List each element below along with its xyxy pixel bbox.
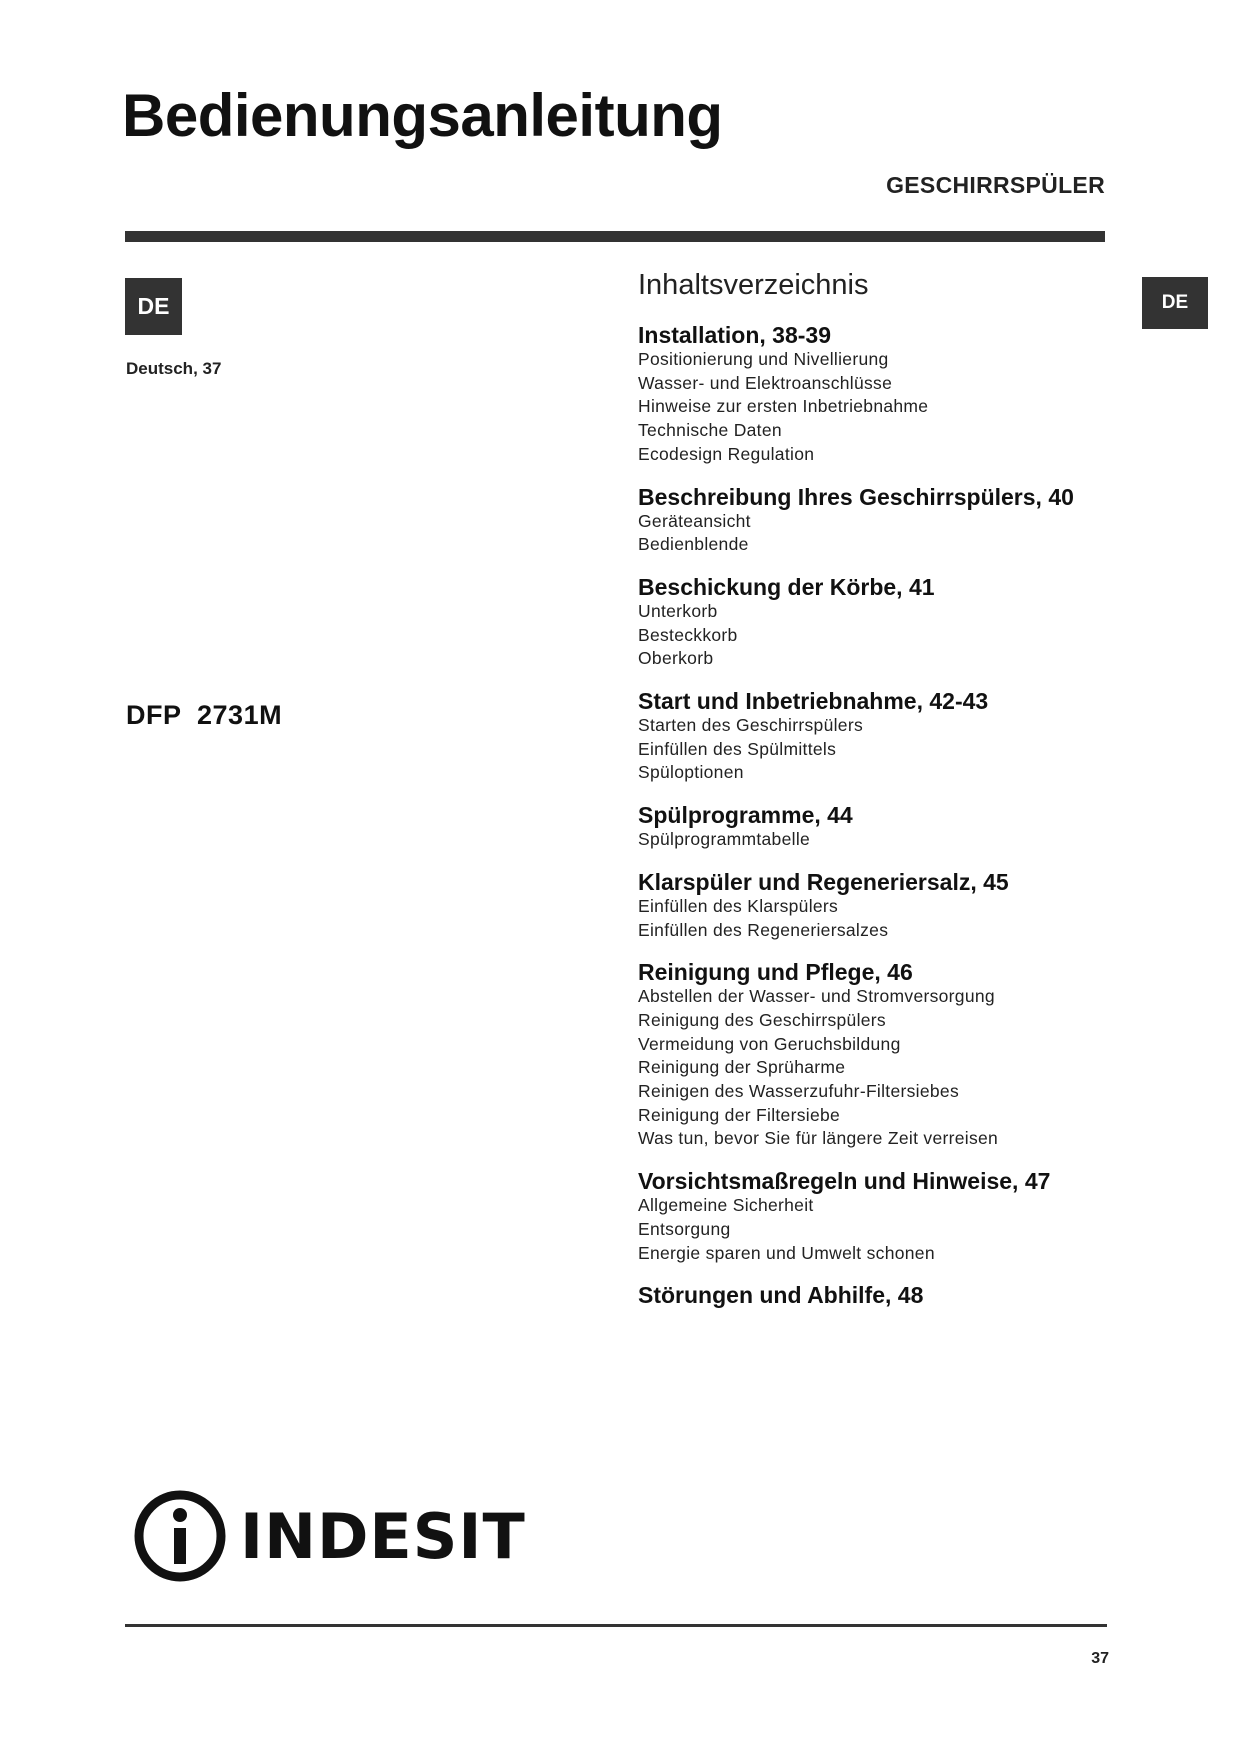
toc-heading: Inhaltsverzeichnis: [638, 269, 869, 301]
toc-item: Allgemeine Sicherheit: [638, 1195, 814, 1216]
toc-item: Oberkorb: [638, 648, 714, 669]
toc-section: [638, 1168, 1108, 1265]
toc-sections: [638, 322, 1108, 1308]
toc-item: Abstellen der Wasser- und Stromversorgung: [638, 986, 995, 1007]
table-of-contents: [638, 268, 1108, 1325]
toc-item: Wasser- und Elektroanschlüsse: [638, 372, 893, 393]
toc-section-title: Klarspüler und Regeneriersalz, 45: [638, 868, 1009, 895]
model-number: DFP 2731M: [126, 700, 283, 730]
toc-section: [638, 959, 1108, 1151]
toc-section-title: Start und Inbetriebnahme, 42-43: [638, 688, 989, 715]
toc-section: [638, 484, 1108, 557]
page-title: Bedienungsanleitung: [122, 82, 723, 149]
toc-item: Positionierung und Nivellierung: [638, 349, 889, 369]
toc-item: Ecodesign Regulation: [638, 443, 815, 464]
toc-item: Geräteansicht: [638, 510, 751, 531]
toc-section-title: Reinigung und Pflege, 46: [638, 959, 913, 986]
product-category: GESCHIRRSPÜLER: [886, 172, 1105, 198]
toc-item: Reinigung der Filtersiebe: [638, 1104, 841, 1125]
toc-section-title: Installation, 38-39: [638, 322, 832, 348]
toc-item: Einfüllen des Spülmittels: [638, 738, 837, 759]
toc-item: Hinweise zur ersten Inbetriebnahme: [638, 396, 929, 417]
toc-section-title: Beschreibung Ihres Geschirrspülers, 40: [638, 483, 1074, 510]
indesit-logo-icon: [132, 1488, 228, 1584]
page-number: 37: [1091, 1650, 1109, 1667]
toc-section: [638, 1282, 1108, 1308]
toc-item: Energie sparen und Umwelt schonen: [638, 1242, 935, 1263]
toc-item: Einfüllen des Regeneriersalzes: [638, 919, 889, 940]
toc-item: Vermeidung von Geruchsbildung: [638, 1033, 901, 1054]
toc-item: Spüloptionen: [638, 762, 744, 783]
language-reference: Deutsch, 37: [126, 359, 222, 378]
toc-item: Spülprogrammtabelle: [638, 829, 811, 850]
toc-item: Entsorgung: [638, 1218, 731, 1239]
toc-item: Technische Daten: [638, 420, 782, 441]
toc-item: Was tun, bevor Sie für längere Zeit verreisen: [638, 1128, 999, 1149]
toc-section: [638, 869, 1108, 942]
toc-item: Einfüllen des Klarspülers: [638, 895, 839, 916]
toc-section: [638, 688, 1108, 785]
brand-wordmark: INDESIT: [240, 1499, 526, 1573]
toc-item: Starten des Geschirrspülers: [638, 715, 863, 736]
toc-section: [638, 322, 1108, 467]
toc-section-title: Beschickung der Körbe, 41: [638, 573, 935, 600]
brand-logo: [132, 1488, 526, 1584]
language-tab: DE: [1142, 277, 1208, 329]
toc-item: Reinigung der Sprüharme: [638, 1057, 846, 1078]
toc-section-title: Spülprogramme, 44: [638, 802, 853, 829]
toc-section-title: Vorsichtsmaßregeln und Hinweise, 47: [638, 1168, 1051, 1195]
toc-item: Unterkorb: [638, 600, 718, 621]
toc-item: Reinigen des Wasserzufuhr-Filtersiebes: [638, 1081, 960, 1102]
toc-item: Besteckkorb: [638, 624, 738, 645]
bottom-divider: [125, 1624, 1107, 1627]
toc-item: Bedienblende: [638, 534, 749, 555]
toc-section: [638, 574, 1108, 671]
top-divider: [125, 231, 1105, 242]
toc-item: Reinigung des Geschirrspülers: [638, 1009, 886, 1030]
toc-section: [638, 802, 1108, 852]
toc-section-title: Störungen und Abhilfe, 48: [638, 1282, 924, 1309]
language-badge: DE: [125, 278, 182, 335]
